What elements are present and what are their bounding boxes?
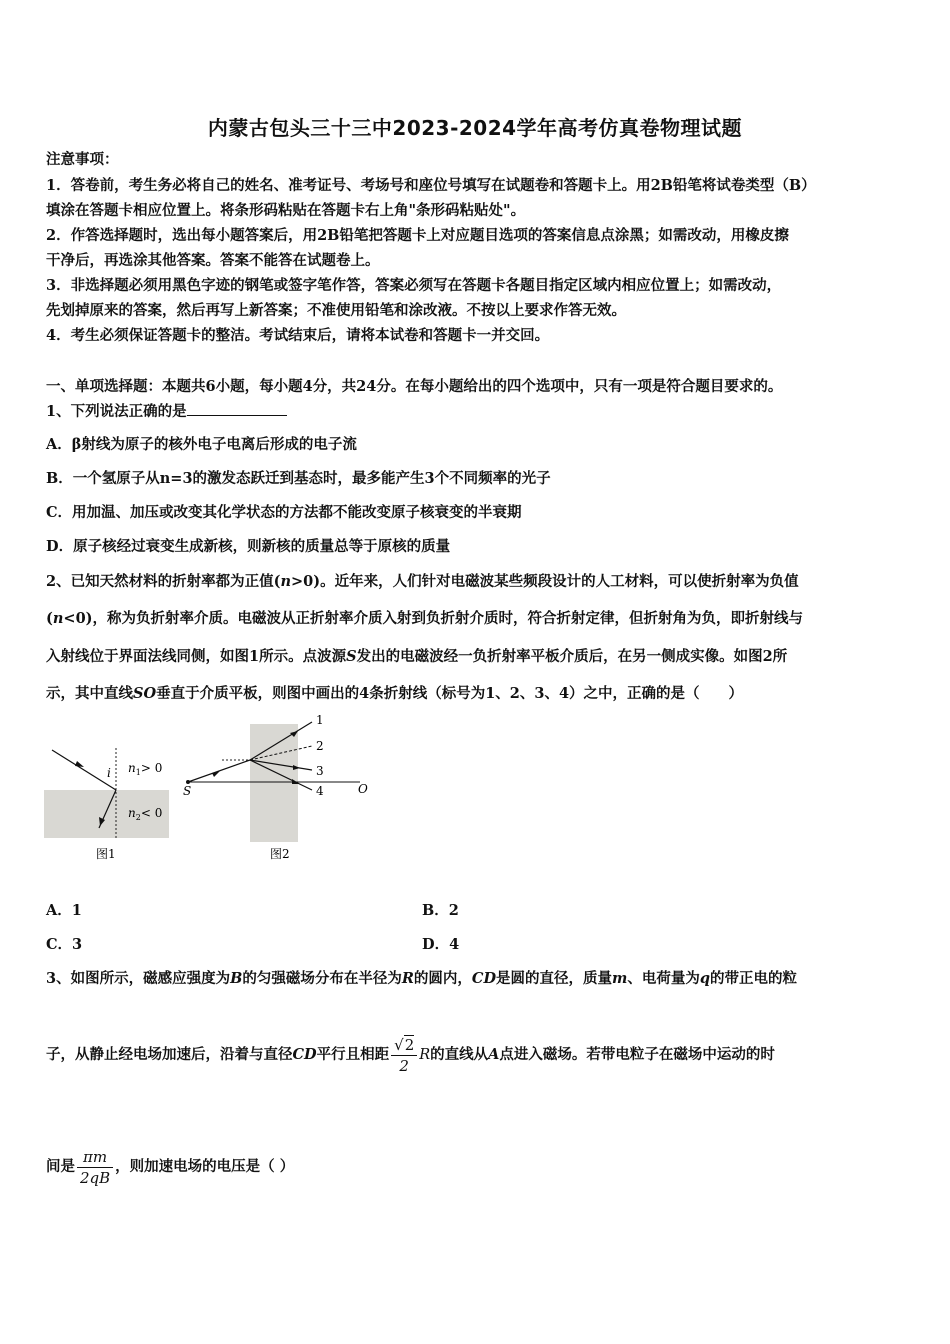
q3-line: 3、如图所示，磁感应强度为B的匀强磁场分布在半径为R的圆内，CD是圆的直径，质量m、电荷量为q的带正电的粒 xyxy=(46,970,798,987)
question-1-stem xyxy=(46,401,906,422)
fraction-pim-over-2qB: $\frac{\pi m}{2qB}$ xyxy=(77,1147,113,1188)
ray-label-2: 2 xyxy=(316,739,324,753)
O-label: O xyxy=(358,782,368,796)
figure-1-caption: 图1 xyxy=(96,847,116,861)
section-heading: 一、单项选择题：本题共6小题，每小题4分，共24分。在每小题给出的四个选项中，只有一项是符合题目要求的。 xyxy=(46,378,783,395)
n1-label: $n_1> 0$ xyxy=(128,761,163,777)
q1-option-c: C．用加温、加压或改变其化学状态的方法都不能改变原子核衰变的半衰期 xyxy=(46,504,522,521)
n2-label: $n_2< 0$ xyxy=(128,806,163,822)
answer-blank xyxy=(187,401,287,416)
q2-options-row-1 xyxy=(46,901,906,921)
angle-label: i xyxy=(107,766,111,780)
notice-line: 干净后，再选涂其他答案。答案不能答在试题卷上。 xyxy=(46,252,380,269)
q2-line: 入射线位于界面法线同侧，如图1所示。点波源S发出的电磁波经一负折射率平板介质后，在另一侧成实像。如图2所 xyxy=(46,648,788,665)
q2-options-row-2 xyxy=(46,935,906,955)
q2-option-c: C．3 xyxy=(46,936,83,953)
question-1-text: 1、下列说法正确的是 xyxy=(46,403,187,420)
source-label: S xyxy=(183,784,192,798)
fraction-sqrt2-over-2: $\frac{√2}{2}$ xyxy=(391,1035,417,1076)
q1-option-d: D．原子核经过衰变生成新核，则新核的质量总等于原核的质量 xyxy=(46,538,451,555)
notice-heading: 注意事项： xyxy=(46,151,119,168)
q2-line: (n<0)，称为负折射率介质。电磁波从正折射率介质入射到负折射介质时，符合折射定律，但折射角为负，即折射线与 xyxy=(46,610,804,627)
q3-line: 间是 $\frac{\pi m}{2qB}$ ，则加速电场的电压是（ ） xyxy=(46,1147,295,1187)
incident-ray xyxy=(188,760,250,782)
q2-option-d: D．4 xyxy=(422,936,460,953)
q1-option-b: B．一个氢原子从n=3的激发态跃迁到基态时，最多能产生3个不同频率的光子 xyxy=(46,470,551,487)
ray-label-1: 1 xyxy=(316,713,324,727)
negative-index-slab xyxy=(250,724,298,842)
q2-option-b: B．2 xyxy=(422,902,459,919)
notice-line: 填涂在答题卡相应位置上。将条形码粘贴在答题卡右上角"条形码粘贴处"。 xyxy=(46,202,526,219)
q2-option-a: A．1 xyxy=(46,902,82,919)
figure-2-caption: 图2 xyxy=(270,847,290,861)
ray-label-3: 3 xyxy=(316,764,324,778)
figure-1-refraction xyxy=(44,740,174,865)
q3-line: 子，从静止经电场加速后，沿着与直径CD平行且相距 $\frac{√2}{2}$ R的直线从A点进入磁场。若带电粒子在磁场中运动的时 xyxy=(46,1035,775,1075)
figure-2-slab xyxy=(180,712,380,865)
notice-line: 2．作答选择题时，选出每小题答案后，用2B铅笔把答题卡上对应题目选项的答案信息点涂黑；如需改动，用橡皮擦 xyxy=(46,227,789,244)
q2-line: 示，其中直线SO垂直于介质平板，则图中画出的4条折射线（标号为1、2、3、4）之中，正确的是（ ） xyxy=(46,685,744,702)
notice-line: 4．考生必须保证答题卡的整洁。考试结束后，请将本试卷和答题卡一并交回。 xyxy=(46,327,550,344)
page-title: 内蒙古包头三十三中2023-2024学年高考仿真卷物理试题 xyxy=(207,116,743,140)
q2-line: 2、已知天然材料的折射率都为正值(n>0)。近年来，人们针对电磁波某些频段设计的人工材料，可以使折射率为负值 xyxy=(46,573,799,590)
q1-option-a: A．β射线为原子的核外电子电离后形成的电子流 xyxy=(46,436,357,453)
notice-line: 1．答卷前，考生务必将自己的姓名、准考证号、考场号和座位号填写在试题卷和答题卡上。用2B铅笔将试卷类型（B） xyxy=(46,177,816,194)
notice-line: 3．非选择题必须用黑色字迹的钢笔或签字笔作答，答案必须写在答题卡各题目指定区域内相应位置上；如需改动， xyxy=(46,277,782,294)
notice-line: 先划掉原来的答案，然后再写上新答案；不准使用铅笔和涂改液。不按以上要求作答无效。 xyxy=(46,302,626,319)
ray-label-4: 4 xyxy=(316,784,324,798)
arrowhead xyxy=(75,761,84,767)
